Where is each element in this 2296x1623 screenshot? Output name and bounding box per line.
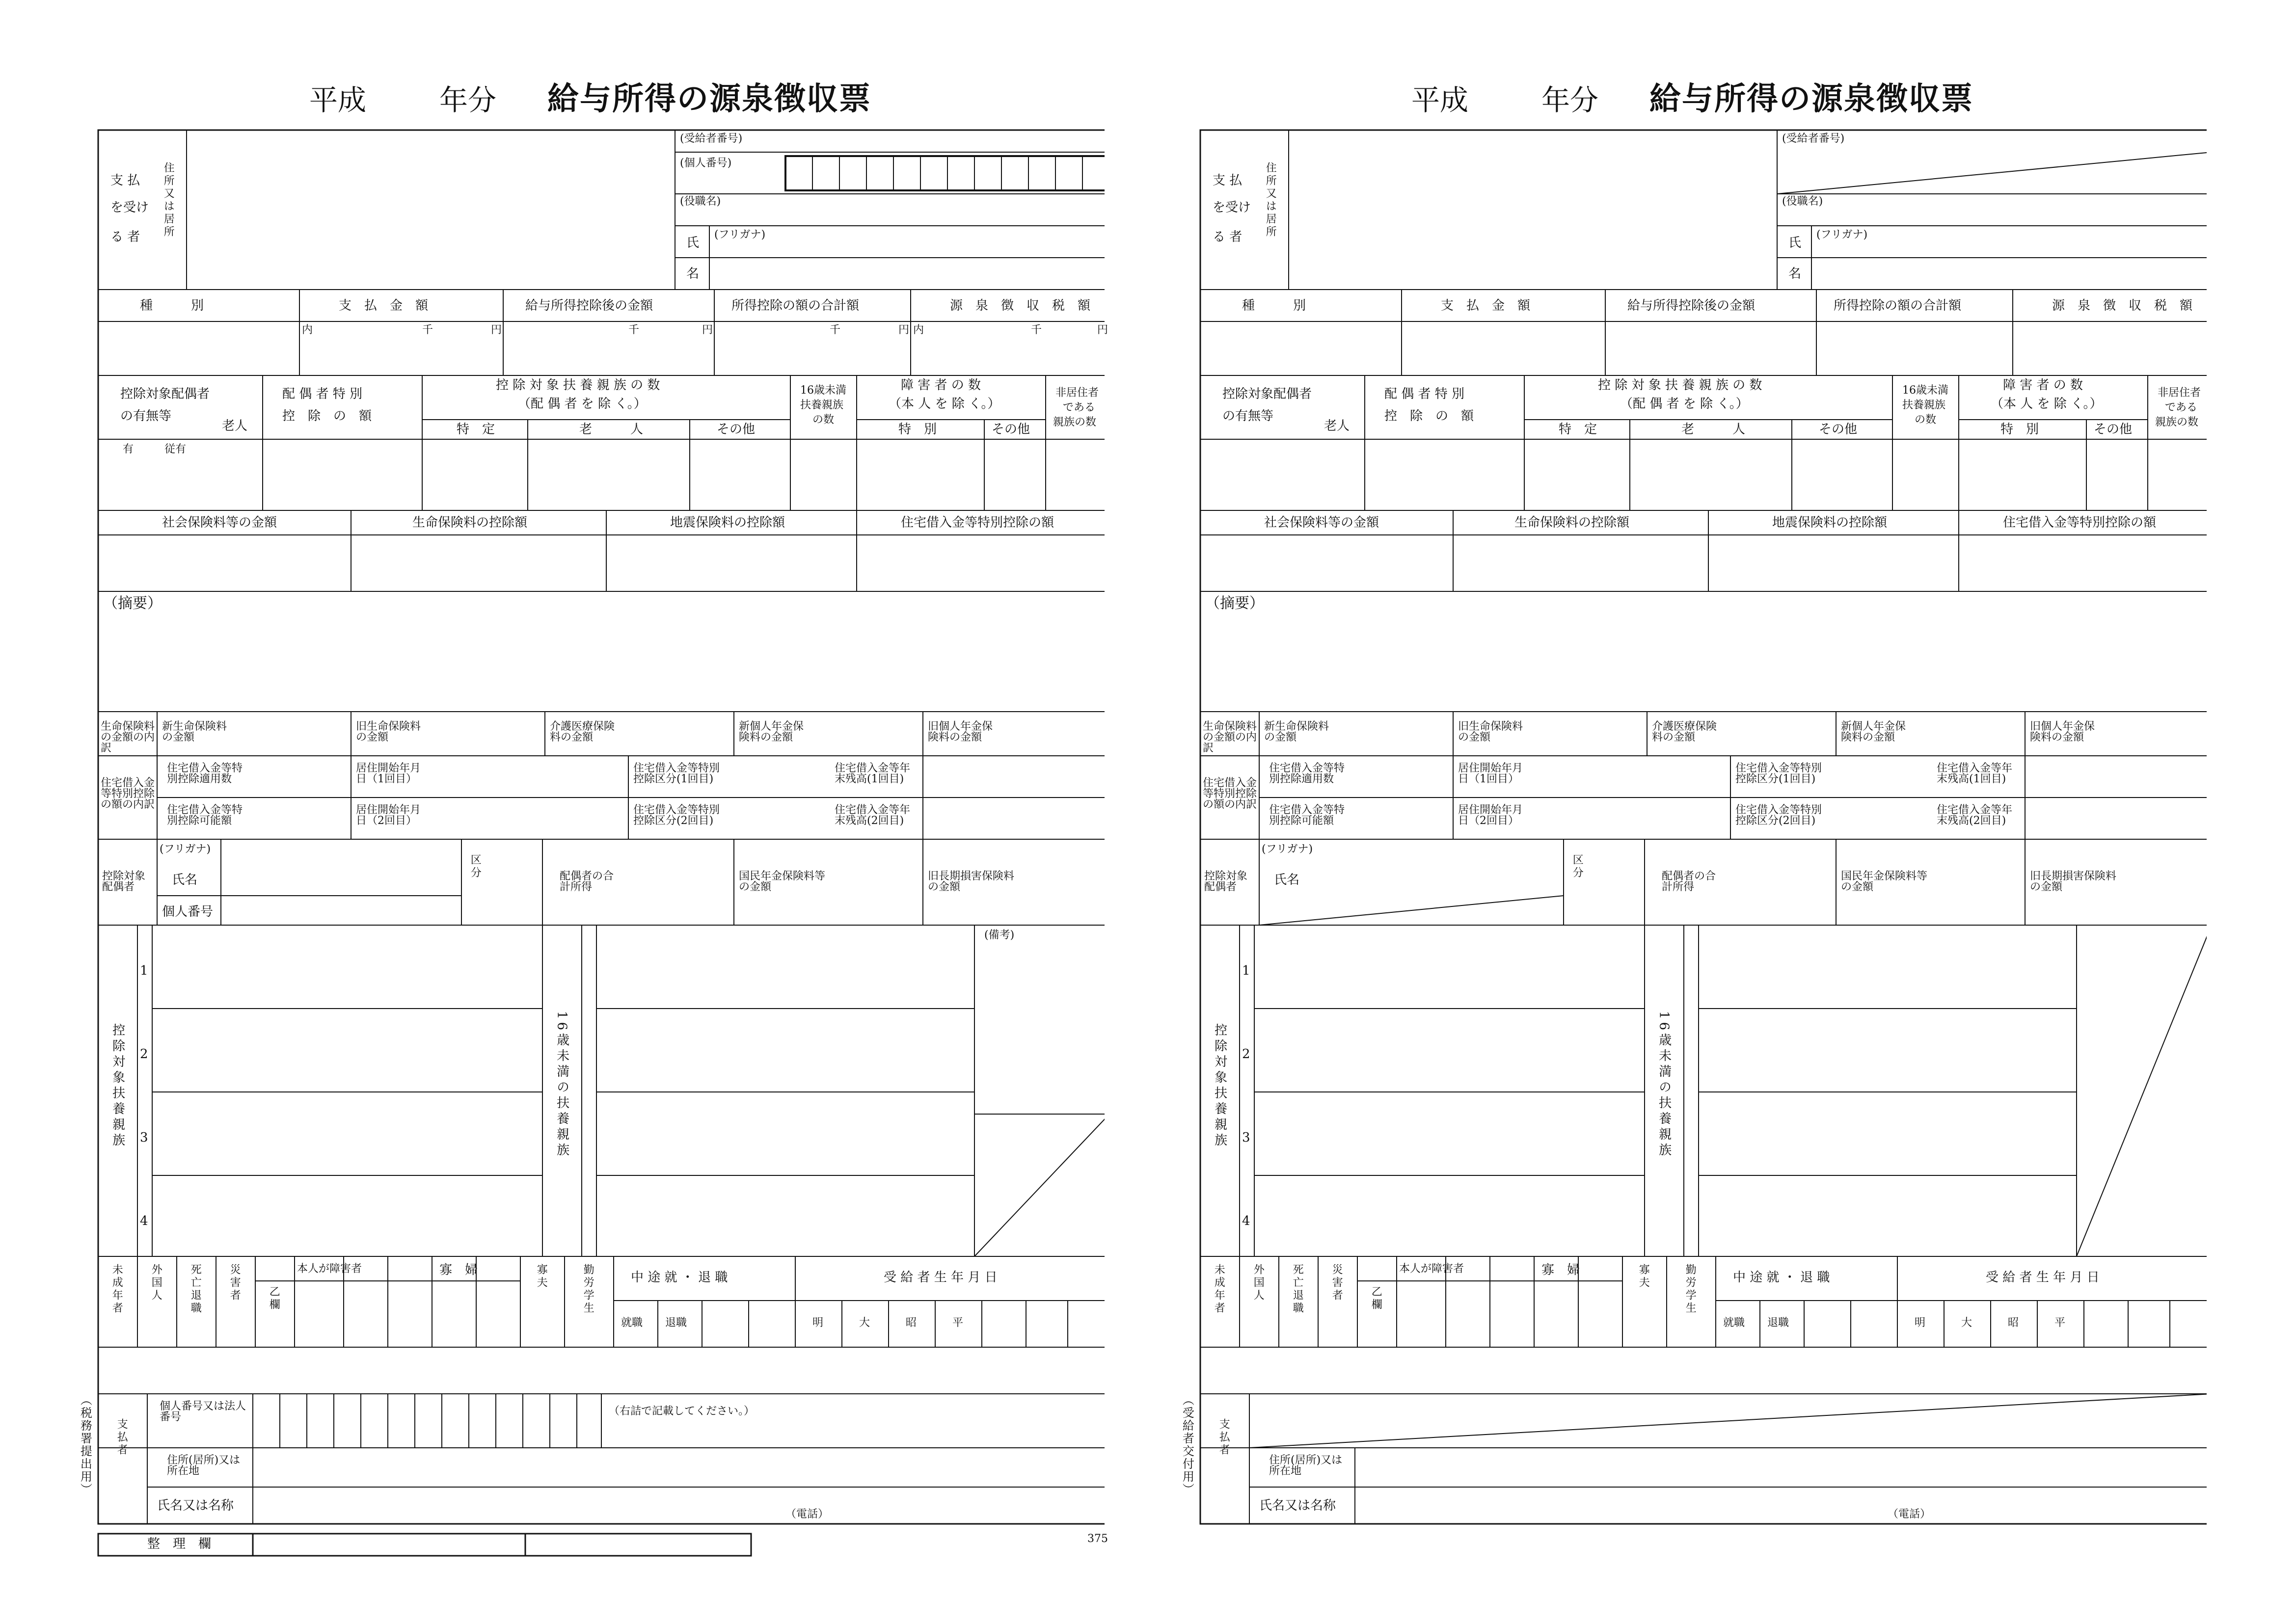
under16-label-right: 16歳未満 [1902, 384, 1948, 397]
dep-number-right-1: 1 [1242, 963, 1250, 978]
seiri-label: 整 理 欄 [147, 1537, 212, 1551]
otsu-label: 乙欄 [268, 1286, 280, 1311]
dep-number-1: 1 [140, 963, 148, 978]
special-label: 配 偶 者 特 別 [282, 387, 363, 401]
spouse-income-label-right: 配偶者の合計所得 [1662, 870, 1716, 893]
payer-address-label: 住所(居所)又は所在地 [167, 1454, 241, 1477]
under16-label-right-2: 扶養親族 [1902, 399, 1946, 411]
total-deduction-header-right: 所得控除の額の合計額 [1834, 298, 1962, 313]
housing-possible-label: 住宅借入金等特別控除可能額 [167, 804, 243, 827]
old-long-label-right: 旧長期損害保険料の金額 [2030, 870, 2117, 893]
dependents-right-label: 16歳未満の扶養親族 [554, 1011, 569, 1159]
payer-name-label: 氏名又は名称 [157, 1498, 234, 1513]
housing-balance2-label-right: 住宅借入金等年末残高(2回目) [1937, 804, 2013, 827]
new-pension-label: 新個人年金保険料の金額 [739, 720, 804, 744]
summary-label: （摘要） [103, 595, 162, 612]
disabled-label-right: 障 害 者 の 数 [2003, 378, 2083, 393]
housing-start2-label-right: 居住開始年月日（2回目） [1458, 804, 1523, 827]
old-pension-label: 旧個人年金保険料の金額 [928, 720, 993, 744]
housing-start1-label: 居住開始年月日（1回目） [356, 762, 421, 785]
housing-applicable-label-right: 住宅借入金等特別控除適用数 [1269, 762, 1345, 785]
dep-number-3: 3 [140, 1130, 148, 1145]
birth-label-right: 受 給 者 生 年 月 日 [1986, 1270, 2100, 1285]
housing-kubun2-label: 住宅借入金等特別控除区分(2回目) [633, 804, 720, 827]
type-header-right: 種 別 [1242, 298, 1306, 313]
spouse-label-right-2: の有無等 [1222, 409, 1274, 424]
spouse-furigana-label-right: (フリガナ) [1262, 843, 1313, 855]
recipient-label-3: る 者 [110, 230, 140, 244]
housing-balance1-label-right: 住宅借入金等年末残高(1回目) [1937, 762, 2013, 785]
side-tax-label: （税務署提出用） [78, 1394, 92, 1496]
unit-uchi: 内 [302, 324, 313, 336]
old-pension-label-right: 旧個人年金保険料の金額 [2030, 720, 2095, 744]
dep-number-right-4: 4 [1242, 1214, 1250, 1228]
nonresident-label-3: 親族の数 [1053, 416, 1097, 428]
disabled-label: 障 害 者 の 数 [901, 378, 981, 393]
recipient-label-right-3: る 者 [1213, 230, 1243, 244]
midway-label-right: 中 途 就 ・ 退 職 [1733, 1270, 1830, 1285]
life-detail-label: 生命保険料の金額の内訳 [101, 720, 155, 754]
housing-kubun1-label: 住宅借入金等特別控除区分(1回目) [633, 762, 720, 785]
dep-number-right-3: 3 [1242, 1130, 1250, 1145]
spouse-income-label: 配偶者の合計所得 [560, 870, 614, 893]
after-deduction-header-right: 給与所得控除後の金額 [1627, 298, 1756, 313]
tokutei-label: 特 定 [457, 422, 495, 437]
position-label: (役職名) [680, 195, 721, 208]
recipient-label-right-2: を受け [1213, 200, 1251, 215]
death-label-right: 死亡退職 [1291, 1264, 1304, 1315]
dep-number-2: 2 [140, 1047, 148, 1062]
disaster-label-right: 災害者 [1330, 1264, 1343, 1302]
yes-label: 有 [123, 443, 134, 455]
new-life-label: 新生命保険料の金額 [162, 720, 227, 744]
widow-label-right: 寡 婦 [1541, 1263, 1580, 1277]
payer-label: 支払者 [115, 1418, 128, 1457]
nonresident-label-right: 非居住者 [2158, 387, 2201, 399]
otsu-label-right: 乙欄 [1370, 1286, 1382, 1311]
life-detail-label-right: 生命保険料の金額の内訳 [1203, 720, 1257, 754]
dependents-left-label: 控除対象扶養親族 [110, 1023, 125, 1149]
housing-deduction-header: 住宅借入金等特別控除の額 [901, 515, 1054, 530]
unit-sen-3: 千 [830, 324, 841, 336]
shuushoku-label: 就職 [621, 1317, 643, 1329]
minor-label: 未成年者 [110, 1264, 123, 1315]
spouse-row-label-right: 控除対象配偶者 [1204, 870, 1248, 893]
under16-label-2: 扶養親族 [800, 399, 844, 411]
right-align-note: （右詰で記載してください。） [609, 1405, 755, 1417]
furigana-label-right: (フリガナ) [1816, 229, 1868, 241]
nonresident-label-2: である [1063, 401, 1096, 414]
taishoku-label: 退職 [665, 1317, 687, 1329]
new-pension-label-right: 新個人年金保険料の金額 [1841, 720, 1906, 744]
social-insurance-header-right: 社会保険料等の金額 [1264, 515, 1379, 530]
unit-en: 円 [491, 324, 502, 336]
housing-possible-label-right: 住宅借入金等特別控除可能額 [1269, 804, 1345, 827]
disabled-label-right-2: （本 人 を 除 く。） [1991, 397, 2103, 411]
title-era: 平成 [309, 83, 367, 117]
title-era-right: 平成 [1411, 83, 1469, 117]
tokutei-label-right: 特 定 [1559, 422, 1597, 437]
housing-start2-label: 居住開始年月日（2回目） [356, 804, 421, 827]
unit-en-4: 円 [1097, 324, 1108, 336]
address-label: 住所又は居所 [162, 162, 175, 239]
mei-label: 明 [812, 1317, 824, 1329]
disabled-special-label: 特 別 [898, 422, 937, 437]
recipient-label: 支 払 [110, 173, 140, 188]
name-label-right-2: 名 [1788, 266, 1802, 281]
earthquake-insurance-header: 地震保険料の控除額 [670, 515, 785, 530]
spouse-label: 控除対象配偶者 [120, 387, 210, 401]
housing-balance1-label: 住宅借入金等年末残高(1回目) [835, 762, 911, 785]
student-label: 勤労学生 [582, 1264, 594, 1315]
spouse-kubun-label-right: 区分 [1571, 854, 1584, 879]
old-life-label-right: 旧生命保険料の金額 [1458, 720, 1523, 744]
taishoku-label-right: 退職 [1767, 1317, 1789, 1329]
sonota-label-right: その他 [1819, 422, 1858, 437]
unit-uchi-2: 内 [913, 324, 924, 336]
social-insurance-header: 社会保険料等の金額 [162, 515, 277, 530]
student-label-right: 勤労学生 [1684, 1264, 1697, 1315]
life-insurance-header: 生命保険料の控除額 [412, 515, 528, 530]
recipient-label-right: 支 払 [1213, 173, 1243, 188]
housing-kubun1-label-right: 住宅借入金等特別控除区分(1回目) [1735, 762, 1822, 785]
title-year-right: 年分 [1541, 83, 1599, 117]
count-label-right: 控 除 対 象 扶 養 親 族 の 数 [1598, 378, 1762, 393]
special-label-right-2: 控 除 の 額 [1384, 409, 1474, 424]
disaster-label: 災害者 [228, 1264, 241, 1302]
dep-number-right-2: 2 [1242, 1047, 1250, 1062]
dependents-left-label-right: 控除対象扶養親族 [1212, 1023, 1227, 1149]
type-header: 種 別 [140, 298, 204, 313]
disabled-special-label-right: 特 別 [2000, 422, 2039, 437]
payer-address-label-right: 住所(居所)又は所在地 [1269, 1454, 1343, 1477]
midway-label: 中 途 就 ・ 退 職 [631, 1270, 728, 1285]
summary-label-right: （摘要） [1205, 595, 1264, 612]
page-number: 375 [1087, 1533, 1108, 1545]
unit-en-3: 円 [898, 324, 910, 336]
sonota-label: その他 [717, 422, 756, 437]
spouse-label-2: の有無等 [120, 409, 172, 424]
nonresident-label-right-3: 親族の数 [2155, 416, 2199, 428]
death-label: 死亡退職 [189, 1264, 202, 1315]
foreign-label: 外国人 [150, 1264, 162, 1302]
form-title: 給与所得の源泉徴収票 [547, 81, 871, 117]
dep-number-4: 4 [140, 1214, 148, 1228]
tai-label-right: 大 [1961, 1317, 1972, 1329]
shou-label-right: 昭 [2008, 1317, 2019, 1329]
unit-sen-4: 千 [1031, 324, 1042, 336]
care-label: 介護医療保険料の金額 [550, 720, 615, 744]
housing-detail-label-right: 住宅借入金等特別控除の額の内訳 [1203, 777, 1257, 811]
bikou-label: (備考) [984, 929, 1015, 941]
position-label-right: (役職名) [1782, 195, 1823, 208]
name-label-right-1: 氏 [1788, 236, 1802, 250]
hei-label-right: 平 [2054, 1317, 2066, 1329]
spouse-name-label-right: 氏名 [1274, 873, 1300, 887]
count-label: 控 除 対 象 扶 養 親 族 の 数 [496, 378, 660, 393]
disabled-other-label: その他 [992, 422, 1030, 437]
housing-balance2-label: 住宅借入金等年末残高(2回目) [835, 804, 911, 827]
mei-label-right: 明 [1915, 1317, 1926, 1329]
individual-number-label: (個人番号) [680, 157, 732, 169]
unit-sen: 千 [422, 324, 433, 336]
amount-header-right: 支 払 金 額 [1441, 298, 1531, 313]
payer-name-label-right: 氏名又は名称 [1259, 1498, 1336, 1513]
under16-label-3: の数 [812, 414, 835, 426]
dependents-right-label-right: 16歳未満の扶養親族 [1656, 1011, 1672, 1159]
spouse-label-right: 控除対象配偶者 [1222, 387, 1312, 401]
self-disabled-label-right: 本人が障害者 [1399, 1263, 1464, 1275]
form-grid-lines-right [1102, 0, 2207, 1623]
special-label-2: 控 除 の 額 [282, 409, 372, 424]
shuushoku-label-right: 就職 [1723, 1317, 1745, 1329]
minor-label-right: 未成年者 [1213, 1264, 1225, 1315]
birth-label: 受 給 者 生 年 月 日 [884, 1270, 998, 1285]
new-life-label-right: 新生命保険料の金額 [1264, 720, 1329, 744]
jyuu-label: 従有 [164, 443, 187, 455]
elderly-label: 老人 [222, 419, 248, 433]
form-title-right: 給与所得の源泉徴収票 [1649, 81, 1973, 117]
form-sheet-recipient [1102, 0, 2207, 1623]
national-pension-label: 国民年金保険料等の金額 [739, 870, 826, 893]
nonresident-label: 非居住者 [1055, 387, 1099, 399]
self-disabled-label: 本人が障害者 [297, 1263, 362, 1275]
side-recipient-label: （受給者交付用） [1180, 1394, 1194, 1496]
foreign-label-right: 外国人 [1252, 1264, 1265, 1302]
housing-deduction-header-right: 住宅借入金等特別控除の額 [2003, 515, 2157, 530]
recipient-number-label-right: (受給者番号) [1782, 133, 1845, 145]
unit-sen-2: 千 [628, 324, 640, 336]
shou-label: 昭 [906, 1317, 917, 1329]
recipient-label-2: を受け [110, 200, 149, 215]
form-sheet-tax-office [0, 0, 1108, 1623]
payer-number-label: 個人番号又は法人番号 [160, 1400, 246, 1423]
national-pension-label-right: 国民年金保険料等の金額 [1841, 870, 1928, 893]
withholding-header: 源 泉 徴 収 税 額 [950, 298, 1091, 313]
roujin-label-right: 老 人 [1681, 422, 1746, 437]
under16-label: 16歳未満 [800, 384, 846, 397]
name-label-2: 名 [686, 266, 700, 281]
widower-label-right: 寡夫 [1637, 1264, 1650, 1289]
nonresident-label-right-2: である [2165, 401, 2198, 414]
earthquake-insurance-header-right: 地震保険料の控除額 [1772, 515, 1888, 530]
after-deduction-header: 給与所得控除後の金額 [525, 298, 653, 313]
special-label-right: 配 偶 者 特 別 [1384, 387, 1465, 401]
old-life-label: 旧生命保険料の金額 [356, 720, 421, 744]
disabled-other-label-right: その他 [2094, 422, 2133, 437]
hei-label: 平 [952, 1317, 964, 1329]
roujin-label: 老 人 [579, 422, 644, 437]
form-grid-lines [0, 0, 1105, 1623]
phone-label-right: （電話） [1888, 1508, 1931, 1520]
old-long-label: 旧長期損害保険料の金額 [928, 870, 1015, 893]
address-label-right: 住所又は居所 [1264, 162, 1277, 239]
disabled-label-2: （本 人 を 除 く。） [889, 397, 1000, 411]
elderly-label-right: 老人 [1324, 419, 1350, 433]
spouse-name-label: 氏名 [172, 873, 198, 887]
spouse-furigana-label: (フリガナ) [160, 843, 211, 855]
recipient-number-label: (受給者番号) [680, 133, 743, 145]
housing-applicable-label: 住宅借入金等特別控除適用数 [167, 762, 243, 785]
under16-label-right-3: の数 [1915, 414, 1937, 426]
total-deduction-header: 所得控除の額の合計額 [731, 298, 860, 313]
count-label-2: （配 偶 者 を 除 く。） [518, 397, 647, 411]
name-label-1: 氏 [686, 236, 700, 250]
care-label-right: 介護医療保険料の金額 [1652, 720, 1717, 744]
payer-label-right: 支払者 [1217, 1418, 1230, 1457]
life-insurance-header-right: 生命保険料の控除額 [1514, 515, 1630, 530]
withholding-header-right: 源 泉 徴 収 税 額 [2052, 298, 2193, 313]
count-label-right-2: （配 偶 者 を 除 く。） [1620, 397, 1749, 411]
tai-label: 大 [859, 1317, 870, 1329]
spouse-indiv-label: 個人番号 [162, 905, 214, 919]
spouse-kubun-label: 区分 [469, 854, 482, 879]
housing-kubun2-label-right: 住宅借入金等特別控除区分(2回目) [1735, 804, 1822, 827]
title-year: 年分 [439, 83, 497, 117]
phone-label: （電話） [785, 1508, 829, 1520]
amount-header: 支 払 金 額 [339, 298, 429, 313]
unit-en-2: 円 [702, 324, 713, 336]
furigana-label: (フリガナ) [714, 229, 766, 241]
widow-label: 寡 婦 [439, 1263, 478, 1277]
housing-start1-label-right: 居住開始年月日（1回目） [1458, 762, 1523, 785]
spouse-row-label: 控除対象配偶者 [102, 870, 146, 893]
widower-label: 寡夫 [535, 1264, 548, 1289]
housing-detail-label: 住宅借入金等特別控除の額の内訳 [101, 777, 155, 811]
